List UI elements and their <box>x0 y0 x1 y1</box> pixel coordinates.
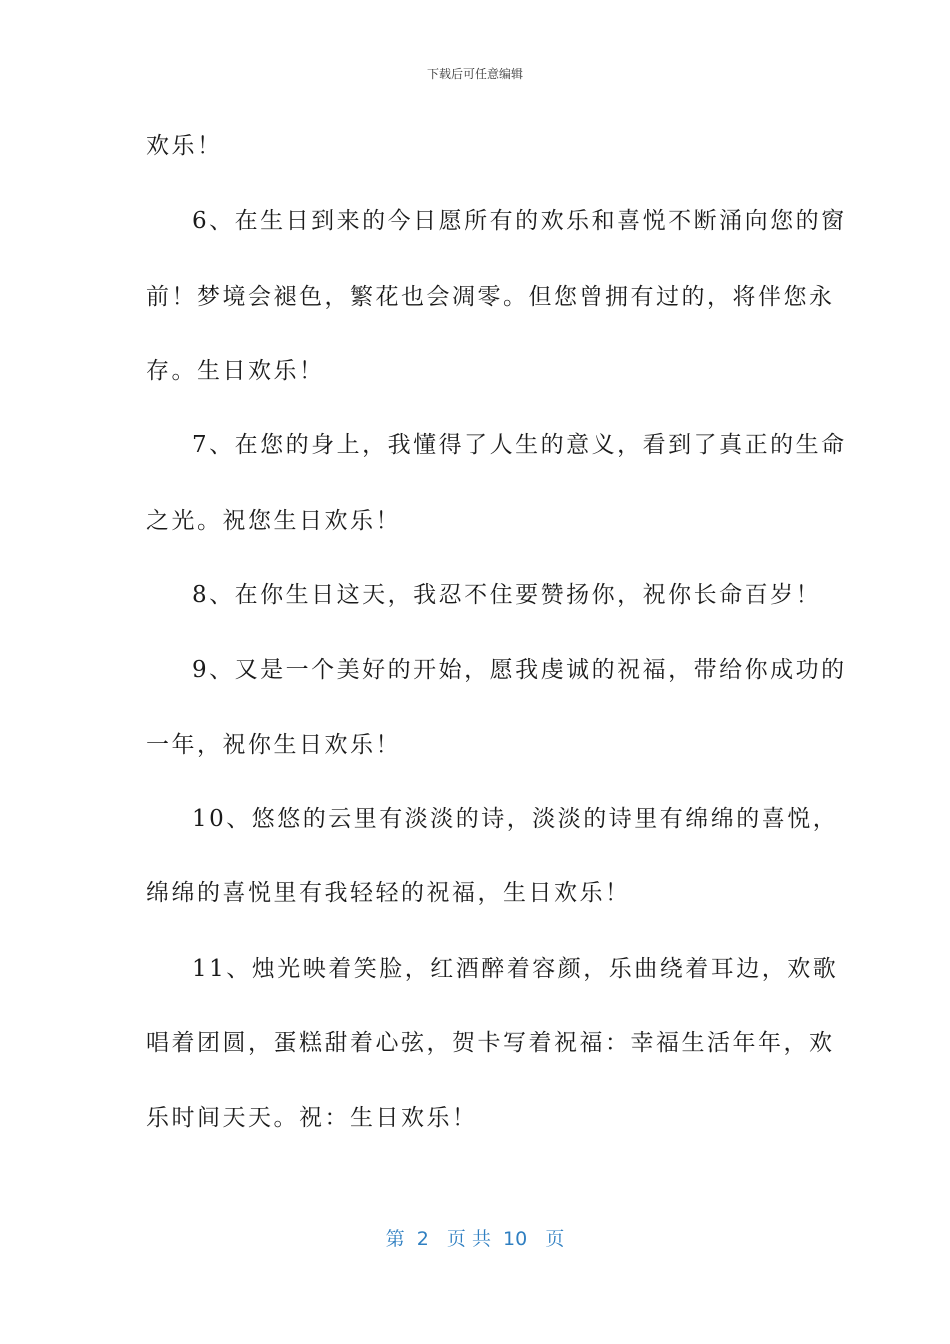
text-line: 唱着团圆，蛋糕甜着心弦，贺卡写着祝福：幸福生活年年，欢 <box>146 1030 835 1056</box>
text-line: 8、在你生日这天，我忍不住要赞扬你，祝你长命百岁！ <box>192 582 822 608</box>
text-line: 9、又是一个美好的开始，愿我虔诚的祝福，带给你成功的 <box>192 657 847 683</box>
text-line: 绵绵的喜悦里有我轻轻的祝福，生日欢乐！ <box>146 880 631 906</box>
header-note: 下载后可任意编辑 <box>426 67 523 81</box>
text-line: 10、悠悠的云里有淡淡的诗，淡淡的诗里有绵绵的喜悦， <box>192 806 839 832</box>
text-line: 存。生日欢乐！ <box>146 358 325 384</box>
text-line: 之光。祝您生日欢乐！ <box>146 508 401 534</box>
text-line: 欢乐！ <box>146 133 223 159</box>
text-line: 一年，祝你生日欢乐！ <box>146 732 401 758</box>
text-line: 11、烛光映着笑脸，红酒醉着容颜，乐曲绕着耳边，欢歌 <box>192 956 839 982</box>
text-line: 6、在生日到来的今日愿所有的欢乐和喜悦不断涌向您的窗 <box>192 208 847 234</box>
text-line: 7、在您的身上，我懂得了人生的意义，看到了真正的生命 <box>192 432 847 458</box>
page-number-footer: 第 2 页 共 10 页 <box>385 1228 565 1250</box>
text-line: 乐时间天天。祝：生日欢乐！ <box>146 1105 478 1131</box>
text-line: 前！梦境会褪色，繁花也会凋零。但您曾拥有过的，将伴您永 <box>146 284 835 310</box>
